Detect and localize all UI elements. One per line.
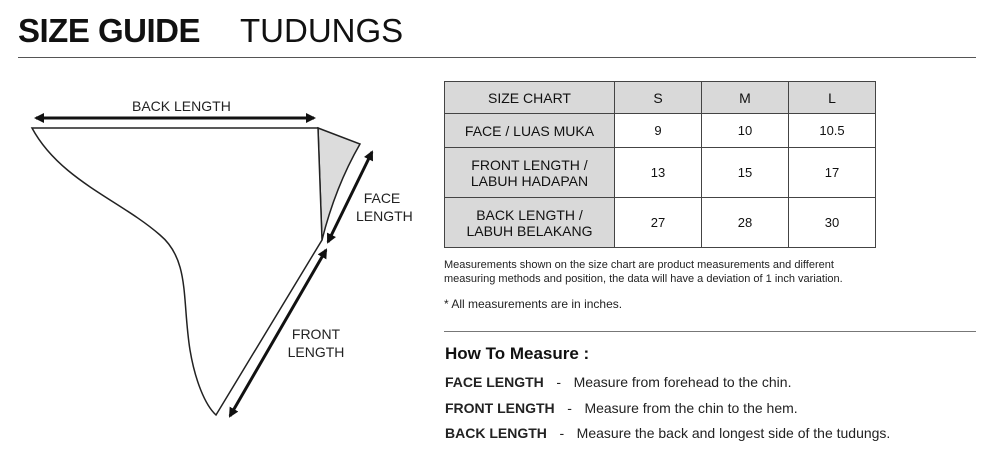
row-label-text: LABUH BELAKANG	[466, 222, 593, 239]
header-divider	[18, 57, 976, 58]
table-cell: 27	[615, 198, 702, 248]
how-to-item-face	[445, 374, 791, 390]
row-label-text: BACK LENGTH /	[476, 206, 583, 223]
table-cell: 10.5	[789, 114, 876, 148]
section-divider	[444, 331, 976, 332]
deviation-note-line: Measurements shown on the size chart are product measurements and different	[444, 259, 834, 271]
table-cell: 28	[702, 198, 789, 248]
page-title: SIZE GUIDE	[18, 12, 201, 49]
how-to-item-front	[445, 400, 798, 416]
how-to-term: BACK LENGTH	[445, 425, 547, 441]
table-cell: 13	[615, 148, 702, 198]
how-to-item-back	[445, 425, 890, 441]
face-panel-shape	[318, 128, 360, 240]
front-length-label	[286, 325, 346, 361]
tudung-diagram	[0, 60, 440, 458]
table-row	[445, 198, 876, 248]
face-label-line: FACE	[363, 190, 401, 206]
deviation-note	[444, 258, 884, 286]
table-cell: 15	[702, 148, 789, 198]
face-length-label	[356, 189, 413, 225]
table-cell: 9	[615, 114, 702, 148]
back-length-label: BACK LENGTH	[132, 98, 231, 114]
separator-dash: -	[559, 425, 565, 441]
table-cell: 17	[789, 148, 876, 198]
units-note: * All measurements are in inches.	[444, 297, 623, 311]
table-row	[445, 114, 876, 148]
size-col-m: M	[702, 82, 789, 114]
row-label-text: FACE / LUAS MUKA	[464, 122, 595, 139]
separator-dash: -	[567, 400, 572, 416]
table-cell: 10	[702, 114, 789, 148]
tudung-illustration	[0, 60, 440, 458]
size-chart-header: SIZE CHART	[445, 82, 615, 114]
table-header-row	[445, 82, 876, 114]
table-cell: 30	[789, 198, 876, 248]
row-label	[445, 148, 615, 198]
deviation-note-line: measuring methods and position, the data will have a deviation of 1 inch variation.	[444, 273, 843, 285]
how-to-description: Measure the back and longest side of the tudungs.	[576, 425, 891, 441]
face-label-line: LENGTH	[356, 208, 413, 224]
table-row	[445, 148, 876, 198]
how-to-description: Measure from the chin to the hem.	[584, 400, 798, 416]
size-chart-table	[444, 81, 876, 248]
front-label-line: LENGTH	[287, 344, 345, 360]
tudung-body-shape	[32, 128, 322, 415]
row-label-text: LABUH HADAPAN	[470, 172, 589, 189]
front-label-line: FRONT	[291, 326, 341, 342]
size-col-s: S	[615, 82, 702, 114]
row-label	[445, 114, 615, 148]
separator-dash: -	[556, 374, 561, 390]
row-label	[445, 198, 615, 248]
page-subtitle: TUDUNGS	[240, 12, 404, 49]
how-to-description: Measure from forehead to the chin.	[573, 374, 792, 390]
size-col-l: L	[789, 82, 876, 114]
row-label-text: FRONT LENGTH /	[471, 156, 588, 173]
how-to-measure-title: How To Measure :	[445, 344, 590, 363]
how-to-term: FRONT LENGTH	[445, 400, 555, 416]
how-to-term: FACE LENGTH	[445, 374, 544, 390]
